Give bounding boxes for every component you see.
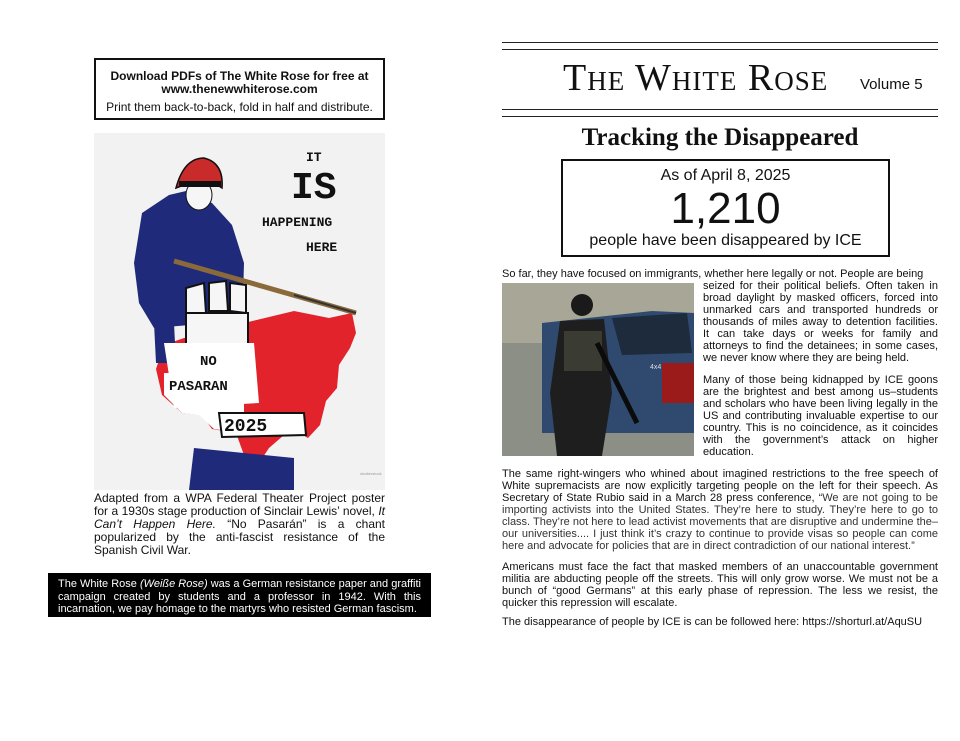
rubio-quote: “We are not going to be importing activists into the United States. They’re here to study. They’re here to go to class. They’re not here to lead activist movements that are disruptive and undermine the–our universities.... I just think it’s crazy to continue to provide visas so people can come here and advocate for policies that are in direct contradiction of our national interest.” [502, 492, 938, 552]
download-notice-box [94, 58, 385, 120]
history-text-2: was a German resistance paper and graffiti campaign created by students and a professor in 1942. With this incarnation, we pay homage to the martyrs who resisted German fascism. [58, 578, 421, 615]
poster-text-no: NO [200, 354, 217, 370]
masthead-rule-top-1 [502, 42, 938, 43]
tracking-link-paragraph: The disappearance of people by ICE is can be followed here: https://shorturl.at/AquSU [502, 616, 923, 628]
poster-text-pasaran: PASARAN [169, 379, 228, 395]
poster-text-year: 2025 [224, 417, 268, 437]
paragraph-1-first-line: So far, they have focused on immigrants, whether here legally or not. People are being [502, 268, 924, 280]
download-url: www.thenewwhiterose.com [161, 82, 318, 96]
history-german-name: (Weiße Rose) [139, 578, 208, 590]
download-instructions: Print them back-to-back, fold in half and distribute. [106, 100, 373, 114]
volume-label: Volume 5 [860, 76, 923, 93]
caption-text-1: Adapted from a WPA Federal Theater Project poster for a 1930s stage production of Sinclair Lewis’ novel, [94, 491, 385, 518]
article-headline: Tracking the Disappeared [581, 124, 859, 151]
paragraph-3 [502, 468, 938, 552]
poster-text-happening: HAPPENING [262, 215, 333, 230]
paragraph-1-rest: seized for their political beliefs. Often taken in broad daylight by masked officers, forced into unmarked cars and transported hundreds or thousands of miles away to detention facilities. It can take days or weeks for family and attorneys to find the detainees; in some cases, we never know where they are being held. [703, 280, 938, 364]
poster-banner [164, 343, 259, 408]
counter-number: 1,210 [670, 184, 781, 233]
ice-agent-photo [502, 283, 694, 456]
masthead-rule-top-2 [502, 49, 938, 50]
poster-credit: shutterstock [360, 471, 382, 476]
paragraph-4: Americans must face the fact that masked members of an unaccountable government militia are abducting people off the streets. This will only grow worse. We must not be a bunch of “good Germans” at this early phase of repression. The less we resist, the quicker this repression will escalate. [502, 561, 938, 609]
poster-raised-fist [186, 281, 246, 313]
history-text-1: The White Rose [58, 578, 140, 590]
caption-text-2: “No Pasarán” is a chant popularized by the anti-fascist resistance of the Spanish Civil War. [94, 517, 385, 557]
white-rose-history-box [48, 573, 431, 617]
poster-illustration [94, 133, 385, 490]
poster-image [94, 133, 385, 490]
paragraph-3-main: The same right-wingers who whined about imagined restrictions to the free speech of White supremacists are now explicitly targeting people on the left for their speech. As Secretary of State Rubio said in a March 28 press conference, [502, 468, 938, 504]
masthead-rule-bottom-1 [502, 109, 938, 110]
download-line-1: Download PDFs of The White Rose for free at [110, 69, 369, 83]
masthead-title: The White Rose [563, 57, 829, 99]
masthead-rule-bottom-2 [502, 116, 938, 117]
paragraph-2: Many of those being kidnapped by ICE goons are the brightest and best among us–students and scholars who have been living legally in the US and contributing invaluable expertise to our country. This is no coincidence, as it coincides with the government’s attack on higher education. [703, 374, 938, 458]
caption-novel-title: It Can’t Happen Here. [94, 504, 385, 531]
disappeared-counter-box [561, 159, 890, 257]
poster-text-here: HERE [306, 240, 338, 255]
truck-badge: 4x4 [650, 364, 662, 371]
poster-caption [94, 492, 385, 557]
counter-date: As of April 8, 2025 [660, 167, 791, 184]
poster-text-is: IS [291, 167, 337, 210]
poster-text-it: IT [306, 150, 322, 165]
counter-subtitle: people have been disappeared by ICE [589, 232, 862, 249]
